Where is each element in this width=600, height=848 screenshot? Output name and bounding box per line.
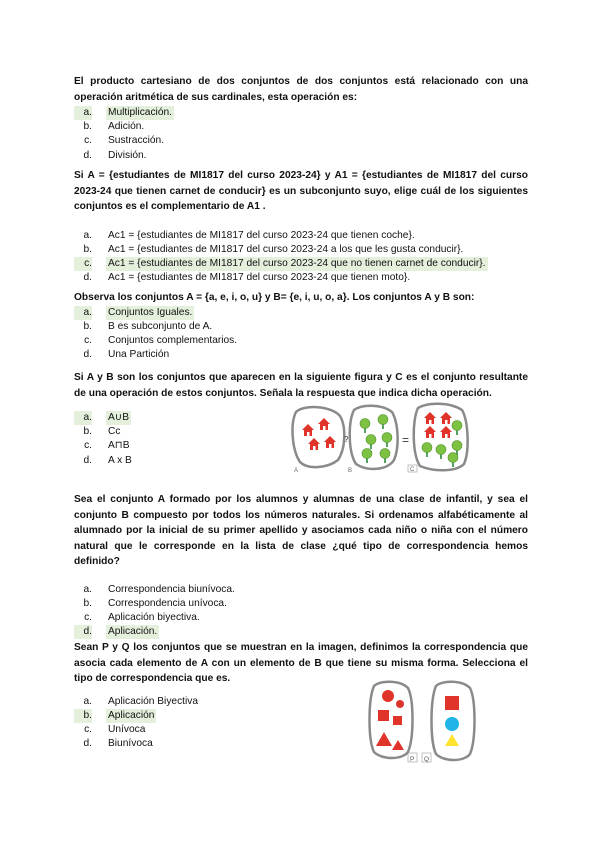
option-text: B es subconjunto de A. xyxy=(108,320,213,332)
question-5-text: Sea el conjunto A formado por los alumnos y alumnas de una clase de infantil, y sea el conjunto B compuesto por todos los números naturales. Si ordenamos alfabéticamente al alumnado por la inicial de su primer apellido y asociamos cada niño o niña con el número natural que le corresponde en la lista de clase ¿qué tipo de correspondencia hemos definido? xyxy=(74,494,528,567)
option-text: Correspondencia unívoca. xyxy=(108,597,227,609)
set-b-label: B xyxy=(348,468,353,474)
option-text: Ac1 = {estudiantes de MI1817 del curso 2023-24 que tienen moto}. xyxy=(108,272,411,284)
option-text: Aplicación xyxy=(106,709,156,723)
option-6a[interactable] xyxy=(74,695,324,709)
set-c-label: C xyxy=(410,467,415,473)
option-5b[interactable] xyxy=(74,597,528,611)
question-5 xyxy=(74,492,528,639)
sets-operation-figure xyxy=(288,402,470,474)
option-label: a. xyxy=(74,306,92,320)
option-6c[interactable] xyxy=(74,723,324,737)
option-2b[interactable] xyxy=(74,243,528,257)
option-text: Aplicación. xyxy=(106,625,159,639)
option-6b[interactable] xyxy=(74,709,324,723)
option-label: d. xyxy=(83,349,92,361)
option-2a[interactable] xyxy=(74,229,528,243)
question-1-options xyxy=(74,106,528,163)
option-5c[interactable] xyxy=(74,611,528,625)
option-text: División. xyxy=(108,149,147,161)
option-5a[interactable] xyxy=(74,583,528,597)
option-text: A⊓B xyxy=(108,440,130,452)
option-text: A x B xyxy=(108,454,132,466)
option-2d[interactable] xyxy=(74,271,528,285)
option-text: Unívoca xyxy=(108,723,146,735)
option-text: Ac1 = {estudiantes de MI1817 del curso 2023-24 que tienen coche}. xyxy=(108,229,415,241)
option-text: Multiplicación. xyxy=(106,106,174,120)
set-q-label: Q xyxy=(424,756,430,763)
option-label: b. xyxy=(83,597,92,609)
option-3b[interactable] xyxy=(74,320,528,334)
option-text: A∪B xyxy=(106,411,131,425)
option-label: d. xyxy=(83,454,92,466)
question-2 xyxy=(74,168,528,285)
question-4-text: Si A y B son los conjuntos que aparecen en la siguiente figura y C es el conjunto resultante de una operación de estos conjuntos. Señala la respuesta que indica dicha operación. xyxy=(74,372,528,399)
option-text: Sustracción. xyxy=(108,135,165,147)
question-1 xyxy=(74,74,528,163)
option-text: Aplicación biyectiva. xyxy=(108,611,200,623)
option-2c[interactable] xyxy=(74,257,528,271)
option-text: Ac1 = {estudiantes de MI1817 del curso 2023-24 que no tienen carnet de conducir}. xyxy=(106,257,488,271)
option-3d[interactable] xyxy=(74,348,528,362)
question-5-options xyxy=(74,583,528,640)
option-label: d. xyxy=(83,738,92,750)
option-1b[interactable] xyxy=(74,120,528,134)
option-text: Conjuntos complementarios. xyxy=(108,334,238,346)
circle-shape xyxy=(382,690,394,702)
option-1d[interactable] xyxy=(74,149,528,163)
option-label: a. xyxy=(83,695,92,707)
set-c-outline xyxy=(414,404,468,471)
option-text: Correspondencia biunívoca. xyxy=(108,583,235,595)
set-a-label: A xyxy=(294,468,299,474)
square-shape xyxy=(445,696,459,710)
option-label: d. xyxy=(83,272,92,284)
option-label: b. xyxy=(83,121,92,133)
option-label: a. xyxy=(83,229,92,241)
option-text: Adición. xyxy=(108,121,145,133)
option-label: c. xyxy=(84,440,92,452)
option-label: c. xyxy=(84,135,92,147)
question-3-text: Observa los conjuntos A = {a, e, i, o, u} y B= {e, i, u, o, a}. Los conjuntos A y B son: xyxy=(74,292,475,303)
option-label: c. xyxy=(84,723,92,735)
option-label: a. xyxy=(74,106,92,120)
set-a-outline xyxy=(293,407,345,467)
option-label: b. xyxy=(83,320,92,332)
option-1c[interactable] xyxy=(74,134,528,148)
option-label: d. xyxy=(74,625,92,639)
option-1a[interactable] xyxy=(74,106,528,120)
question-6-options xyxy=(74,695,324,752)
question-3-options xyxy=(74,306,528,363)
option-label: b. xyxy=(74,709,92,723)
option-label: a. xyxy=(83,583,92,595)
circle-shape xyxy=(445,717,459,731)
option-text: Una Partición xyxy=(108,349,170,361)
option-label: b. xyxy=(83,243,92,255)
option-text: Conjuntos Iguales. xyxy=(106,306,194,320)
square-shape xyxy=(378,710,389,721)
option-5d[interactable] xyxy=(74,625,528,639)
circle-shape xyxy=(396,700,404,708)
equals-sign: = xyxy=(402,433,410,447)
question-2-options xyxy=(74,229,528,286)
square-shape xyxy=(393,716,402,725)
option-label: c. xyxy=(84,334,92,346)
question-1-text: El producto cartesiano de dos conjuntos de dos conjuntos está relacionado con una operación aritmética de sus cardinales, esta operación es: xyxy=(74,76,528,103)
shapes-correspondence-figure xyxy=(366,680,476,764)
option-6d[interactable] xyxy=(74,737,324,751)
question-mark: ? xyxy=(344,435,349,444)
question-3 xyxy=(74,290,528,362)
option-text: Ac1 = {estudiantes de MI1817 del curso 2023-24 a los que les gusta conducir}. xyxy=(108,243,464,255)
option-3c[interactable] xyxy=(74,334,528,348)
question-6-text: Sean P y Q los conjuntos que se muestran en la imagen, definimos la correspondencia que asocia cada elemento de A con un elemento de B que tiene su misma forma. Selecciona el tipo de correspondencia que es. xyxy=(74,642,528,684)
option-3a[interactable] xyxy=(74,306,528,320)
option-label: c. xyxy=(74,257,92,271)
option-text: Biunívoca xyxy=(108,738,153,750)
option-label: a. xyxy=(74,411,92,425)
option-text: Cc xyxy=(108,426,121,438)
set-p-label: P xyxy=(410,756,415,763)
option-label: c. xyxy=(84,611,92,623)
option-text: Aplicación Biyectiva xyxy=(108,695,199,707)
option-label: d. xyxy=(83,149,92,161)
option-label: b. xyxy=(83,426,92,438)
question-2-text: Si A = {estudiantes de MI1817 del curso 2023-24} y A1 = {estudiantes de MI1817 del curso 2023-24 que tienen carnet de conducir} es un subconjunto suyo, elige cuál de los siguientes conjuntos es el complementario de A1 . xyxy=(74,170,528,212)
